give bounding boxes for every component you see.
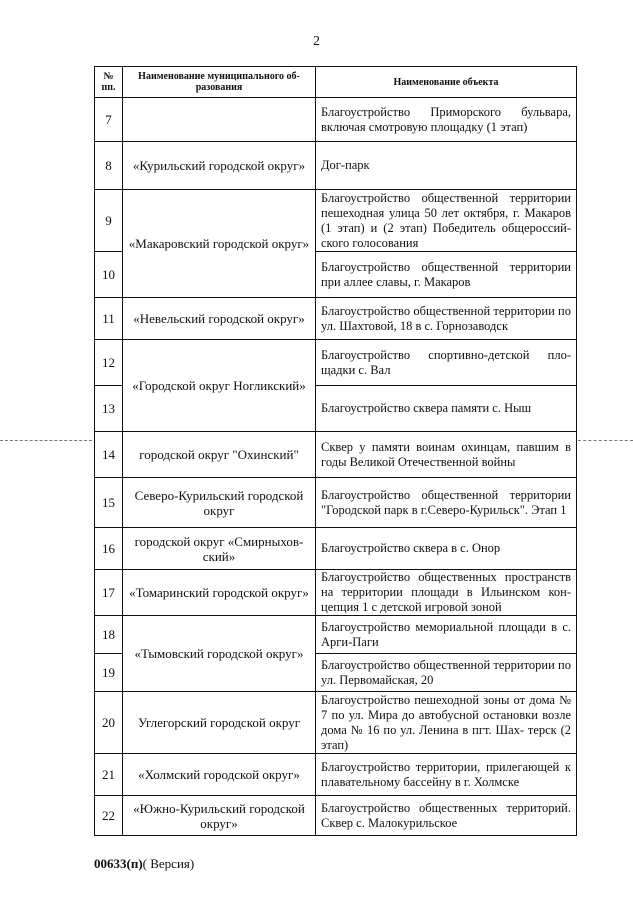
object-cell: Благоустройство сквера памяти с. Ныш	[316, 386, 577, 432]
table-row	[95, 190, 577, 252]
object-cell: Благоустройство общественной территории по ул. Шахтовой, 18 в с. Горнозаводск	[316, 298, 577, 340]
table-row	[95, 340, 577, 386]
table-row	[95, 98, 577, 142]
header-object: Наименование объекта	[316, 67, 577, 98]
row-number: 18	[95, 616, 123, 654]
row-number: 20	[95, 692, 123, 754]
object-cell: Благоустройство общественной территории по ул. Первомайская, 20	[316, 654, 577, 692]
row-number: 7	[95, 98, 123, 142]
table-row	[95, 616, 577, 654]
table-row	[95, 142, 577, 190]
municipality-cell: городской округ «Смирныхов- ский»	[123, 528, 316, 570]
margin-line-right	[578, 440, 633, 441]
municipality-cell: «Тымовский городской округ»	[123, 616, 316, 692]
row-number: 11	[95, 298, 123, 340]
object-cell: Благоустройство мемориальной площади в с. Арги-Паги	[316, 616, 577, 654]
municipality-cell: «Холмский городской округ»	[123, 754, 316, 796]
table-row	[95, 528, 577, 570]
row-number: 17	[95, 570, 123, 616]
object-cell: Благоустройство территории, прилегающей к плавательному бассейну в г. Холмске	[316, 754, 577, 796]
header-municipality: Наименование муниципального об- разования	[123, 67, 316, 98]
margin-line-left	[0, 440, 92, 441]
table-row	[95, 298, 577, 340]
table-row	[95, 432, 577, 478]
row-number: 21	[95, 754, 123, 796]
table-row	[95, 754, 577, 796]
row-number: 12	[95, 340, 123, 386]
municipality-cell: «Макаровский городской округ»	[123, 190, 316, 298]
objects-table	[94, 66, 577, 836]
municipality-cell: «Курильский городской округ»	[123, 142, 316, 190]
municipality-cell	[123, 98, 316, 142]
object-cell: Благоустройство Приморского бульвара, включая смотровую площадку (1 этап)	[316, 98, 577, 142]
object-cell: Благоустройство общественных пространств на территории площади в Ильинском кон- цепция 1 с детской игровой зоной	[316, 570, 577, 616]
municipality-cell: Углегорский городской округ	[123, 692, 316, 754]
object-cell: Благоустройство пешеходной зоны от дома № 7 по ул. Мира до автобусной остановки возле дома № 16 по ул. Ленина в пгт. Шах- терск (2 этап)	[316, 692, 577, 754]
municipality-cell: городской округ "Охинский"	[123, 432, 316, 478]
table-header-row	[95, 67, 577, 98]
municipality-cell: «Южно-Курильский городской округ»	[123, 796, 316, 836]
document-code: 00633(п)	[94, 856, 143, 871]
object-cell: Благоустройство общественных территорий. Сквер с. Малокурильское	[316, 796, 577, 836]
footer	[94, 856, 194, 872]
row-number: 10	[95, 252, 123, 298]
municipality-cell: «Томаринский городской округ»	[123, 570, 316, 616]
table-row	[95, 692, 577, 754]
table-row	[95, 478, 577, 528]
page-number: 2	[313, 34, 320, 49]
municipality-cell: «Городской округ Ногликский»	[123, 340, 316, 432]
row-number: 9	[95, 190, 123, 252]
row-number: 19	[95, 654, 123, 692]
object-cell: Благоустройство общественной территории при аллее славы, г. Макаров	[316, 252, 577, 298]
object-cell: Сквер у памяти воинам охинцам, павшим в годы Великой Отечественной войны	[316, 432, 577, 478]
header-num: № пп.	[95, 67, 123, 98]
table-row	[95, 796, 577, 836]
row-number: 15	[95, 478, 123, 528]
row-number: 22	[95, 796, 123, 836]
table-row	[95, 570, 577, 616]
object-cell: Благоустройство спортивно-детской пло- щадки с. Вал	[316, 340, 577, 386]
row-number: 13	[95, 386, 123, 432]
object-cell: Благоустройство общественной территории пешеходная улица 50 лет октября, г. Макаров (1 этап) и (2 этап) Победитель общероссий- ского голосования	[316, 190, 577, 252]
object-cell: Благоустройство сквера в с. Онор	[316, 528, 577, 570]
object-cell: Дог-парк	[316, 142, 577, 190]
row-number: 16	[95, 528, 123, 570]
row-number: 8	[95, 142, 123, 190]
document-version: ( Версия)	[142, 856, 195, 871]
object-cell: Благоустройство общественной территории "Городской парк в г.Северо-Курильск". Этап 1	[316, 478, 577, 528]
row-number: 14	[95, 432, 123, 478]
municipality-cell: «Невельский городской округ»	[123, 298, 316, 340]
municipality-cell: Северо-Курильский городской округ	[123, 478, 316, 528]
